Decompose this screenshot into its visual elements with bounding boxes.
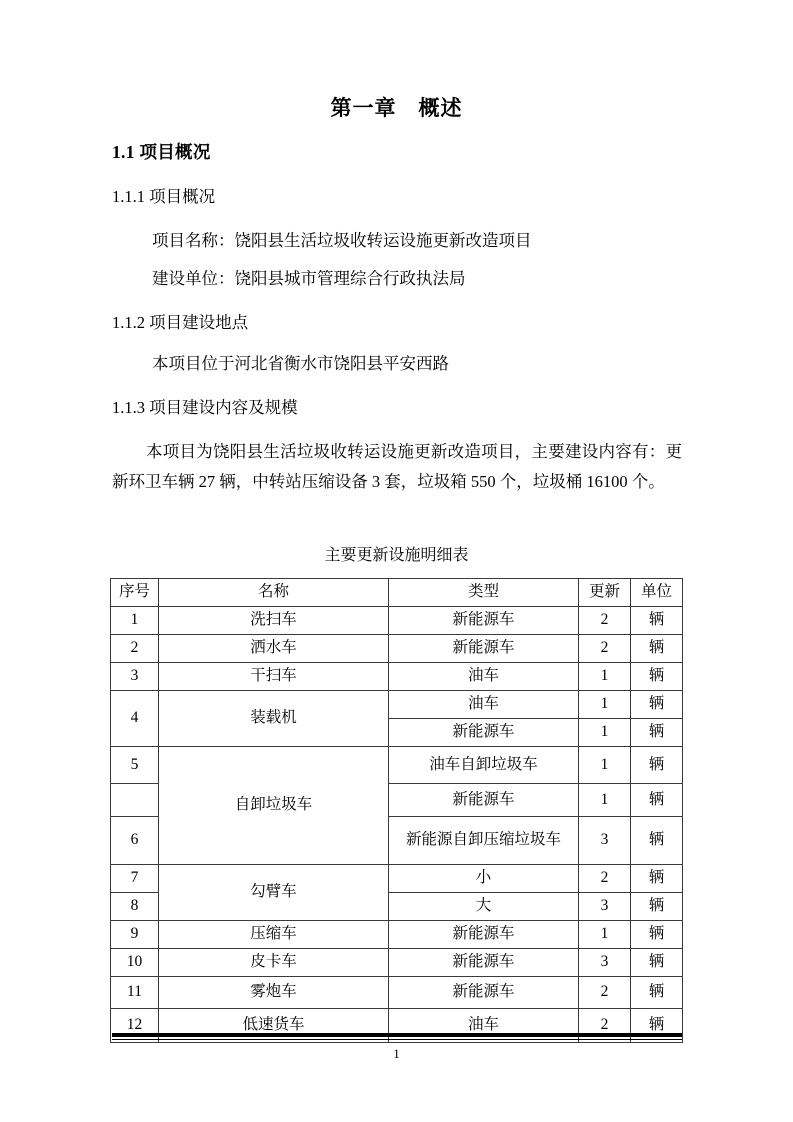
cell-unit: 辆 (631, 635, 683, 663)
cell-update: 1 (579, 663, 631, 691)
cell-type: 新能源车 (389, 635, 579, 663)
cell-name: 洗扫车 (159, 607, 389, 635)
footer-rule-thin (112, 1039, 682, 1040)
cell-name: 装载机 (159, 691, 389, 747)
section-heading-1-1-2: 1.1.2 项目建设地点 (112, 313, 249, 332)
cell-unit: 辆 (631, 719, 683, 747)
cell-no: 11 (111, 977, 159, 1009)
cell-unit: 辆 (631, 921, 683, 949)
cell-unit: 辆 (631, 784, 683, 817)
table-row (111, 977, 683, 1009)
cell-update: 2 (579, 635, 631, 663)
cell-no: 9 (111, 921, 159, 949)
cell-update: 1 (579, 784, 631, 817)
cell-unit: 辆 (631, 893, 683, 921)
table-row (111, 747, 683, 784)
cell-type: 新能源车 (389, 949, 579, 977)
cell-unit: 辆 (631, 977, 683, 1009)
cell-no: 10 (111, 949, 159, 977)
table-row (111, 865, 683, 893)
cell-unit: 辆 (631, 817, 683, 865)
cell-update: 1 (579, 747, 631, 784)
scope-paragraph: 本项目为饶阳县生活垃圾收转运设施更新改造项目，主要建设内容有：更新环卫车辆 27 辆，中转站压缩设备 3 套，垃圾箱 550 个，垃圾桶 16100 个。 (112, 442, 682, 491)
cell-type: 油车 (389, 691, 579, 719)
cell-unit: 辆 (631, 691, 683, 719)
cell-no: 1 (111, 607, 159, 635)
cell-name: 勾臂车 (159, 865, 389, 921)
cell-update: 3 (579, 949, 631, 977)
cell-name: 干扫车 (159, 663, 389, 691)
cell-no: 5 (111, 747, 159, 784)
table-row (111, 635, 683, 663)
cell-name: 自卸垃圾车 (159, 747, 389, 865)
cell-type: 新能源车 (389, 921, 579, 949)
column-header-no: 序号 (111, 579, 159, 607)
cell-update: 1 (579, 921, 631, 949)
facilities-table-wrapper (110, 578, 682, 1043)
cell-no (111, 784, 159, 817)
cell-name: 皮卡车 (159, 949, 389, 977)
cell-name: 低速货车 (159, 1009, 389, 1043)
cell-unit: 辆 (631, 865, 683, 893)
cell-update: 1 (579, 691, 631, 719)
project-name-line: 项目名称：饶阳县生活垃圾收转运设施更新改造项目 (152, 231, 532, 250)
cell-name: 雾炮车 (159, 977, 389, 1009)
cell-type: 新能源车 (389, 977, 579, 1009)
cell-type: 油车 (389, 1009, 579, 1043)
table-row (111, 663, 683, 691)
column-header-type: 类型 (389, 579, 579, 607)
facilities-table (110, 578, 683, 1043)
cell-no: 12 (111, 1009, 159, 1043)
cell-update: 2 (579, 607, 631, 635)
cell-type: 新能源自卸压缩垃圾车 (389, 817, 579, 865)
table-row (111, 691, 683, 719)
section-heading-1-1-1: 1.1.1 项目概况 (112, 187, 216, 206)
location-line: 本项目位于河北省衡水市饶阳县平安西路 (152, 354, 449, 373)
column-header-update: 更新 (579, 579, 631, 607)
build-unit-line: 建设单位：饶阳县城市管理综合行政执法局 (152, 269, 466, 288)
page-title: 第一章 概述 (330, 96, 463, 120)
cell-update: 2 (579, 977, 631, 1009)
cell-name: 洒水车 (159, 635, 389, 663)
cell-update: 1 (579, 719, 631, 747)
column-header-name: 名称 (159, 579, 389, 607)
cell-unit: 辆 (631, 949, 683, 977)
cell-no: 6 (111, 817, 159, 865)
table-row (111, 949, 683, 977)
cell-type: 新能源车 (389, 607, 579, 635)
cell-unit: 辆 (631, 747, 683, 784)
cell-update: 2 (579, 865, 631, 893)
cell-no: 8 (111, 893, 159, 921)
cell-unit: 辆 (631, 607, 683, 635)
cell-unit: 辆 (631, 1009, 683, 1043)
cell-type: 新能源车 (389, 719, 579, 747)
cell-update: 3 (579, 893, 631, 921)
cell-no: 2 (111, 635, 159, 663)
footer-rule-thick (112, 1033, 682, 1037)
cell-type: 油车自卸垃圾车 (389, 747, 579, 784)
cell-no: 3 (111, 663, 159, 691)
cell-type: 油车 (389, 663, 579, 691)
cell-type: 大 (389, 893, 579, 921)
cell-update: 3 (579, 817, 631, 865)
page-number: 1 (393, 1046, 400, 1061)
cell-no: 7 (111, 865, 159, 893)
cell-unit: 辆 (631, 663, 683, 691)
cell-type: 小 (389, 865, 579, 893)
section-heading-1-1: 1.1 项目概况 (112, 142, 211, 162)
table-body (111, 607, 683, 1043)
cell-no: 4 (111, 691, 159, 747)
column-header-unit: 单位 (631, 579, 683, 607)
table-row (111, 607, 683, 635)
table-row (111, 921, 683, 949)
table-caption: 主要更新设施明细表 (324, 547, 469, 564)
cell-name: 压缩车 (159, 921, 389, 949)
section-heading-1-1-3: 1.1.3 项目建设内容及规模 (112, 398, 298, 417)
table-row (111, 1009, 683, 1043)
cell-type: 新能源车 (389, 784, 579, 817)
cell-update: 2 (579, 1009, 631, 1043)
table-header-row (111, 579, 683, 607)
